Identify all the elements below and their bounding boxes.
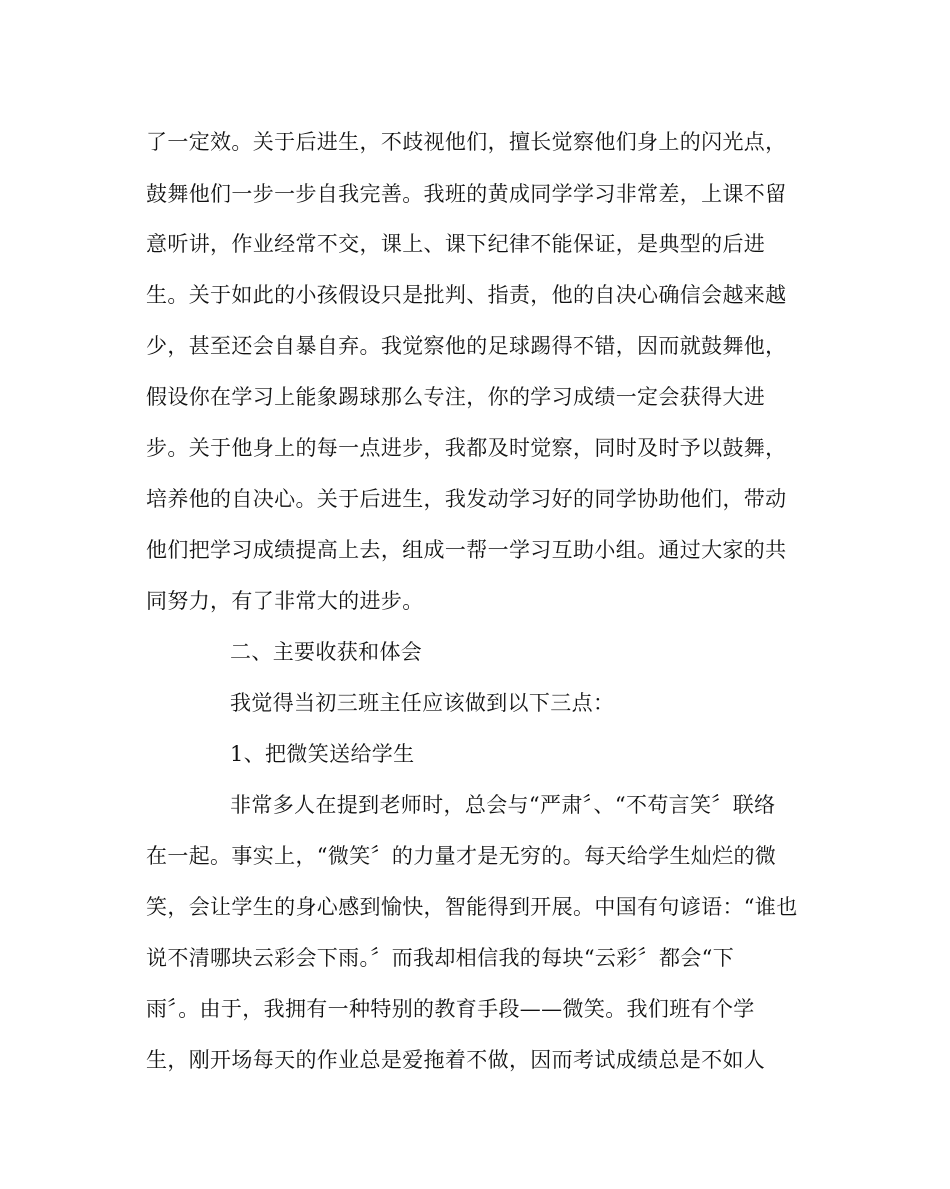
paragraph-line: 培养他的自决心。关于后进生，我发动学习好的同学协助他们，带动: [146, 487, 787, 511]
paragraph-line: 他们把学习成绩提高上去，组成一帮一学习互助小组。通过大家的共: [146, 538, 787, 562]
paragraph-line: 步。关于他身上的每一点进步，我都及时觉察，同时及时予以鼓舞，: [146, 436, 787, 460]
section-heading: 二、主要收获和体会: [230, 640, 423, 664]
paragraph-line: 在一起。事实上，“微笑〞的力量才是无穷的。每天给学生灿烂的微: [146, 844, 777, 868]
paragraph-line: 生。关于如此的小孩假设只是批判、指责，他的自决心确信会越来越: [146, 283, 787, 307]
paragraph-line: 同努力，有了非常大的进步。: [146, 589, 424, 613]
paragraph-line: 少，甚至还会自暴自弃。我觉察他的足球踢得不错，因而就鼓舞他，: [146, 334, 787, 358]
paragraph-line: 雨〞。由于，我拥有一种特别的教育手段——微笑。我们班有个学: [146, 997, 755, 1021]
paragraph-line: 我觉得当初三班主任应该做到以下三点：: [230, 691, 615, 715]
paragraph-line: 说不清哪块云彩会下雨。〞而我却相信我的每块“云彩〞都会“下: [146, 946, 735, 970]
paragraph-line: 意听讲，作业经常不交，课上、课下纪律不能保证，是典型的后进: [146, 232, 766, 256]
paragraph-line: 笑，会让学生的身心感到愉快，智能得到开展。中国有句谚语：“谁也: [146, 895, 798, 919]
paragraph-line: 假设你在学习上能象踢球那么专注，你的学习成绩一定会获得大进: [146, 385, 766, 409]
paragraph-line: 了一定效。关于后进生，不歧视他们，擅长觉察他们身上的闪光点，: [146, 130, 787, 154]
paragraph-line: 生，刚开场每天的作业总是爱拖着不做，因而考试成绩总是不如人: [146, 1048, 766, 1072]
subsection-heading: 1、把微笑送给学生: [230, 742, 415, 766]
paragraph-line: 非常多人在提到老师时，总会与“严肃〞、“不苟言笑〞联络: [230, 793, 776, 817]
paragraph-line: 鼓舞他们一步一步自我完善。我班的黄成同学学习非常差，上课不留: [146, 182, 787, 206]
